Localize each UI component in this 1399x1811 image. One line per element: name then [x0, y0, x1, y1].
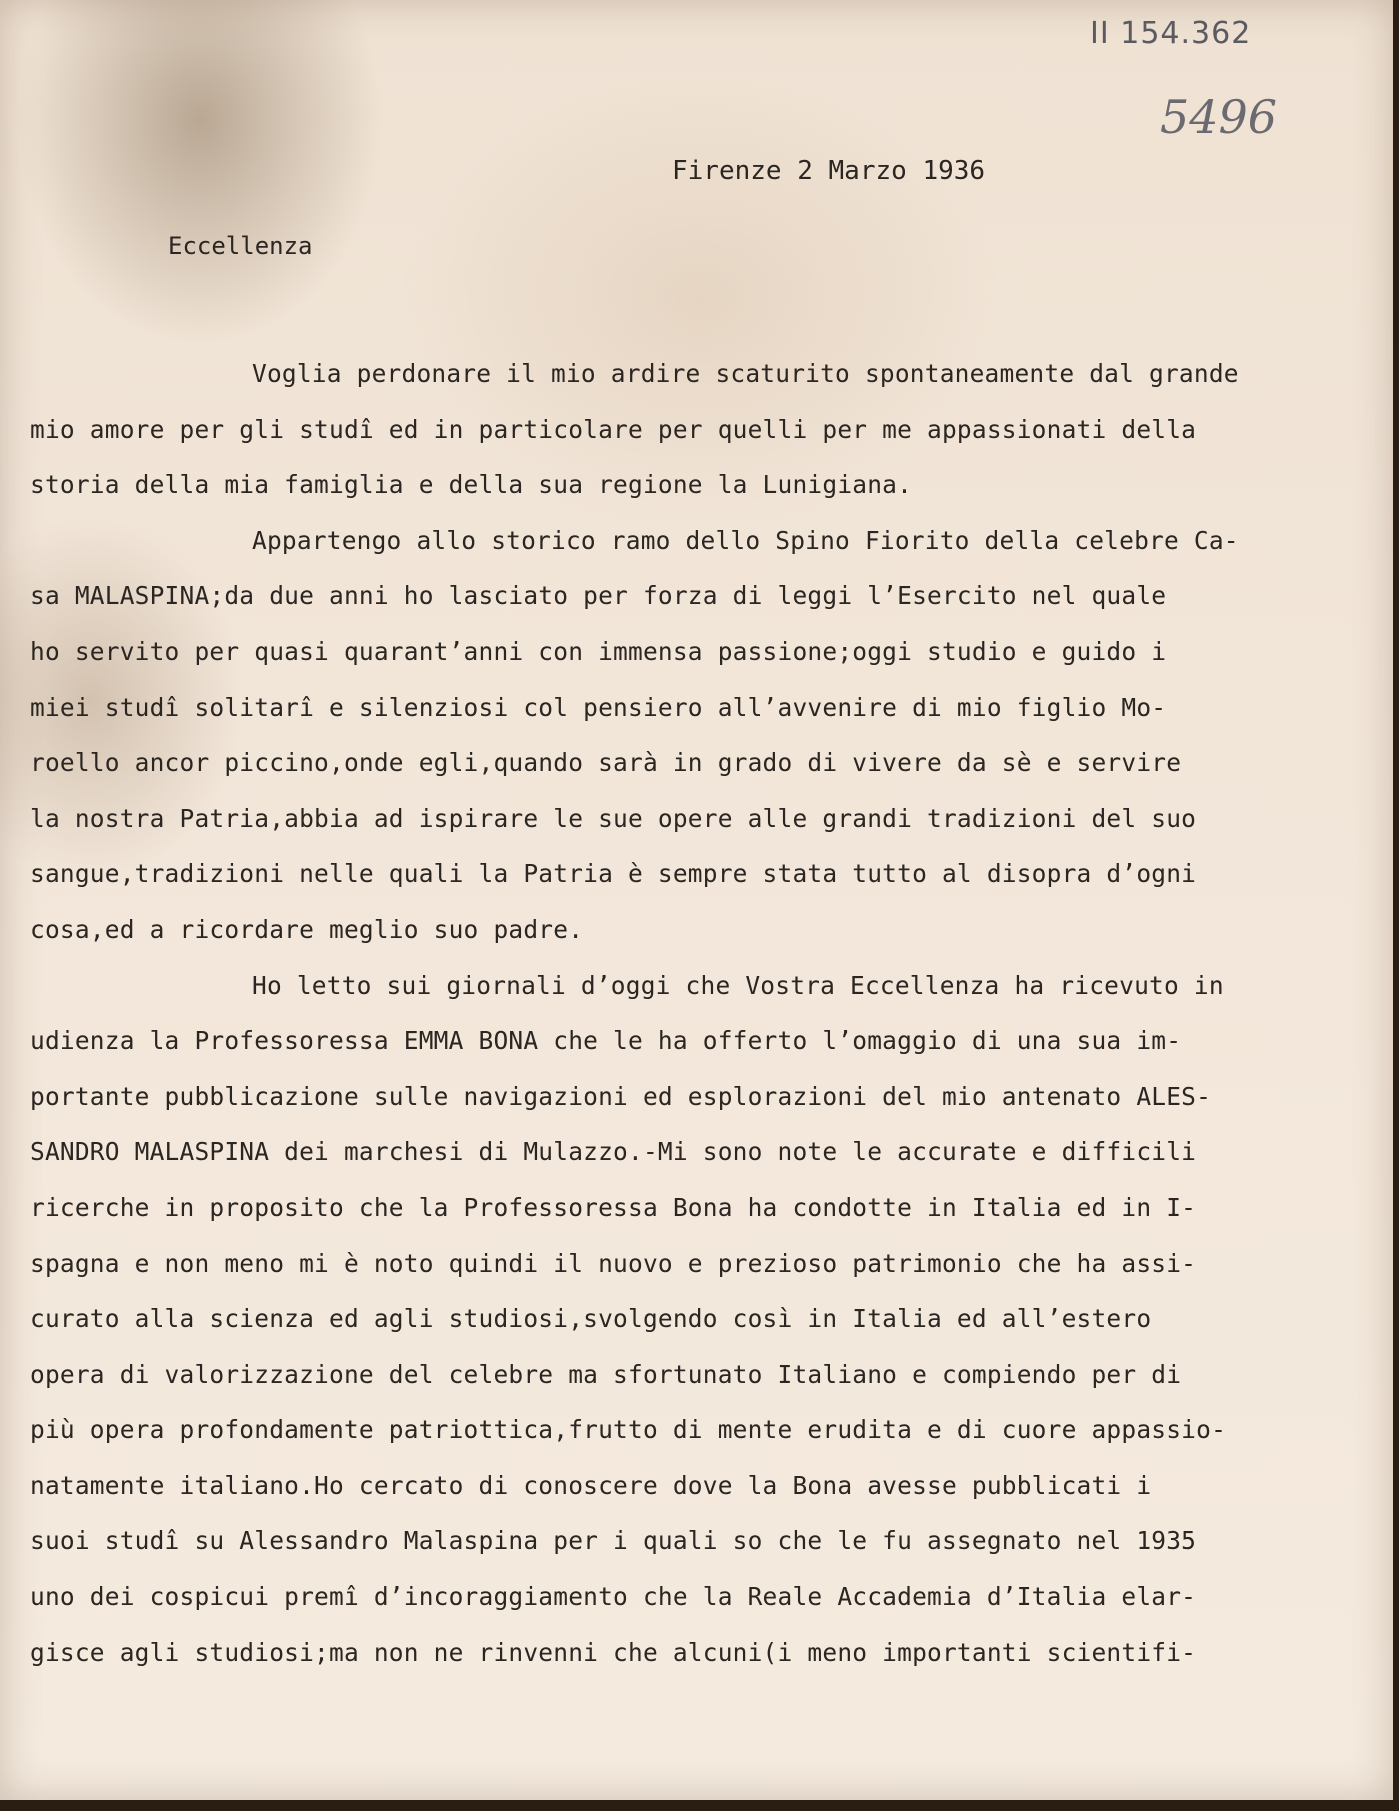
text-line: cosa,ed a ricordare meglio suo padre. — [30, 914, 584, 944]
text-line: Voglia perdonare il mio ardire scaturito spontaneamente dal grande — [252, 359, 1239, 388]
text-line: mio amore per gli studî ed in particolare per quelli per me appassionati della — [30, 414, 1197, 444]
text-line: gisce agli studiosi;ma non ne rinvenni che alcuni(i meno importanti scientifi- — [30, 1637, 1197, 1667]
text-line: suoi studî su Alessandro Malaspina per i quali so che le fu assegnato nel 1935 — [30, 1526, 1197, 1556]
text-line: sangue,tradizioni nelle quali la Patria è sempre stata tutto al disopra d’ogni — [30, 859, 1197, 889]
salutation: Eccellenza — [168, 232, 313, 260]
text-line: ho servito per quasi quarant’anni con immensa passione;oggi studio e guido i — [30, 636, 1167, 666]
text-line: curato alla scienza ed agli studiosi,svolgendo così in Italia ed all’estero — [30, 1304, 1152, 1334]
text-line: roello ancor piccino,onde egli,quando sarà in grado di vivere da sè e servire — [30, 748, 1182, 778]
archive-code: II 154.362 — [1090, 16, 1252, 51]
text-line: ricerche in proposito che la Professoressa Bona ha condotte in Italia ed in I- — [30, 1192, 1197, 1222]
text-line: miei studî solitarî e silenziosi col pensiero all’avvenire di mio figlio Mo- — [30, 692, 1167, 722]
text-line: natamente italiano.Ho cercato di conoscere dove la Bona avesse pubblicati i — [30, 1470, 1152, 1500]
text-line: udienza la Professoressa EMMA BONA che le ha offerto l’omaggio di una sua im- — [30, 1026, 1182, 1056]
text-line: Appartengo allo storico ramo dello Spino Fiorito della celebre Ca- — [252, 525, 1239, 555]
text-line: uno dei cospicui premî d’incoraggiamento che la Reale Accademia d’Italia elar- — [30, 1582, 1197, 1612]
folio-number: 5496 — [1160, 90, 1278, 144]
text-line: portante pubblicazione sulle navigazioni ed esplorazioni del mio antenato ALES- — [30, 1081, 1212, 1111]
text-line: la nostra Patria,abbia ad ispirare le sue opere alle grandi tradizioni del suo — [30, 803, 1197, 833]
text-line: più opera profondamente patriottica,frutto di mente erudita e di cuore appassio- — [30, 1415, 1227, 1445]
text-line: SANDRO MALASPINA dei marchesi di Mulazzo.-Mi sono note le accurate e difficili — [30, 1137, 1197, 1167]
date-line: Firenze 2 Marzo 1936 — [672, 156, 986, 186]
text-line: Ho letto sui giornali d’oggi che Vostra Eccellenza ha ricevuto in — [252, 970, 1224, 1000]
letter-body — [30, 346, 1375, 1680]
text-line: storia della mia famiglia e della sua regione la Lunigiana. — [30, 470, 913, 500]
text-line: opera di valorizzazione del celebre ma sfortunato Italiano e compiendo per di — [30, 1359, 1182, 1389]
text-line: spagna e non meno mi è noto quindi il nuovo e prezioso patrimonio che ha assi- — [30, 1248, 1197, 1278]
text-line: sa MALASPINA;da due anni ho lasciato per forza di leggi l’Esercito nel quale — [30, 581, 1167, 611]
